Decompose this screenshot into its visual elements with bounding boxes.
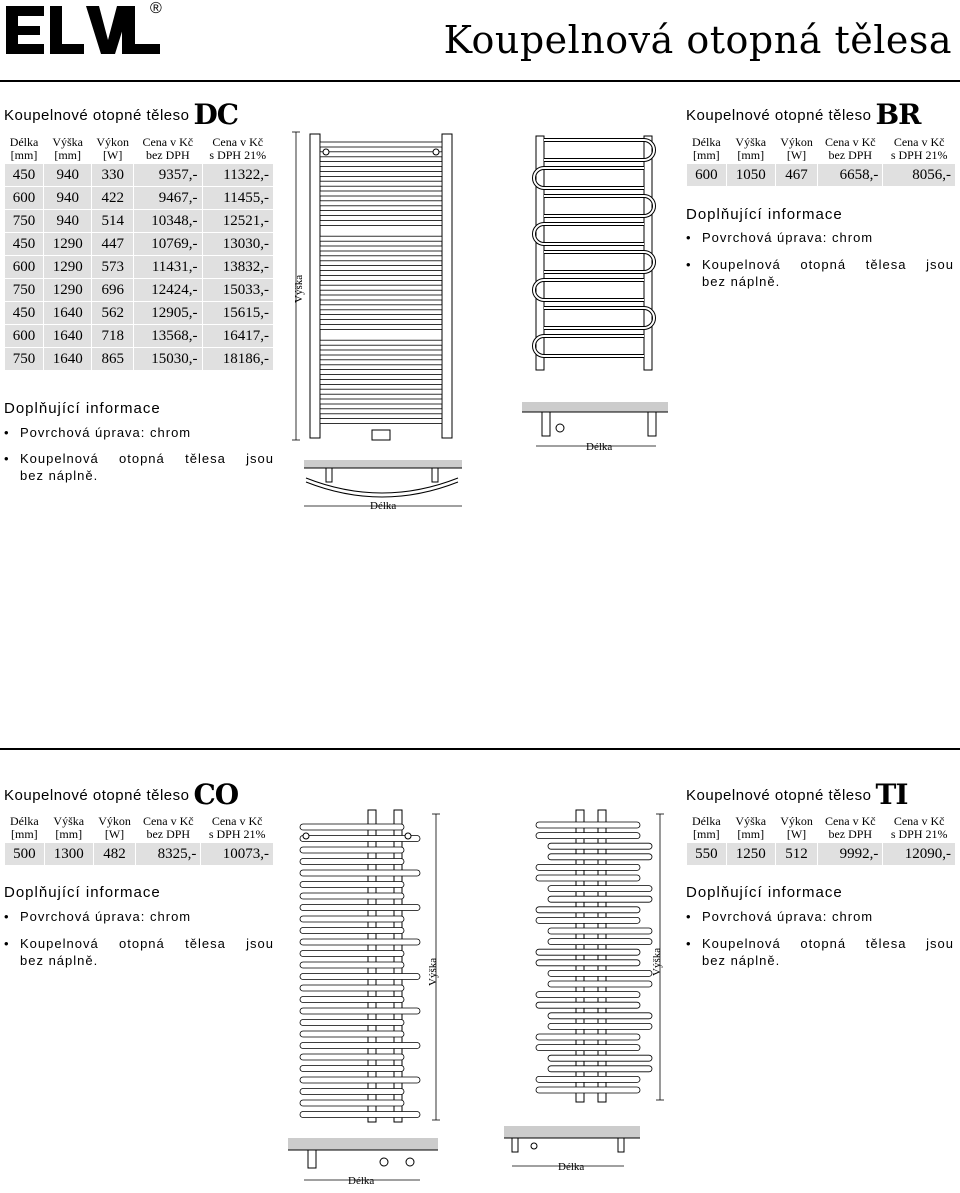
- table-cell-price-net: 10769,-: [134, 233, 202, 256]
- radiator-rail: [320, 295, 442, 300]
- radiator-bar: [300, 1031, 404, 1037]
- radiator-bar: [300, 1089, 404, 1095]
- table-row: [5, 843, 274, 866]
- radiator-rail: [320, 256, 442, 261]
- header-divider: [0, 80, 960, 82]
- table-cell-length: 750: [5, 279, 44, 302]
- ti-radiator-diagram: [500, 800, 680, 1180]
- table-cell-price-net: 12424,-: [134, 279, 202, 302]
- table-cell-power: 865: [92, 348, 134, 371]
- table-cell-price-net: 13568,-: [134, 325, 202, 348]
- section-br-code: BR: [875, 98, 921, 131]
- table-cell-price-net: 9467,-: [134, 187, 202, 210]
- radiator-bar: [536, 864, 640, 870]
- column-header-text: Výkon: [780, 814, 813, 828]
- radiator-bar: [536, 960, 640, 966]
- column-header-height: [726, 814, 775, 843]
- info-note-line1: Koupelnová otopná tělesa jsou: [702, 936, 954, 951]
- column-header-text: Cena v Kč: [212, 135, 264, 149]
- radiator-bar: [300, 985, 404, 991]
- radiator-bar: [548, 1023, 652, 1029]
- column-header-power: [93, 814, 135, 843]
- radiator-rail: [320, 211, 442, 216]
- table-header-row: [5, 814, 274, 843]
- table-cell-price-net: 9357,-: [134, 164, 202, 187]
- table-cell-length: 600: [5, 325, 44, 348]
- column-header-text: bez DPH: [146, 827, 191, 841]
- table-row: [5, 325, 274, 348]
- radiator-rail: [320, 409, 442, 414]
- radiator-bar: [300, 1077, 420, 1083]
- column-header-text: Cena v Kč: [893, 814, 945, 828]
- spec-table-co: [4, 813, 274, 866]
- column-header-price-vat: [883, 135, 956, 164]
- radiator-bar: [548, 854, 652, 860]
- column-header-price-vat: [201, 814, 274, 843]
- table-cell-price-net: 8325,-: [136, 843, 201, 866]
- info-title-ti: Doplňující informace: [686, 884, 843, 901]
- info-bullet-note-co: [4, 935, 274, 969]
- radiator-rail: [320, 419, 442, 424]
- section-ti-code: TI: [875, 778, 908, 811]
- radiator-bar: [548, 939, 652, 945]
- column-header-text: Výška: [735, 814, 767, 828]
- info-note-line2: bez náplně.: [20, 468, 99, 483]
- bullet-dot: •: [4, 909, 10, 924]
- column-header-text: s DPH 21%: [209, 148, 267, 162]
- table-cell-height: 940: [44, 187, 92, 210]
- radiator-rail: [320, 152, 442, 157]
- column-header-text: [mm]: [737, 148, 765, 162]
- height-label: Výška: [651, 947, 663, 976]
- table-cell-price-net: 15030,-: [134, 348, 202, 371]
- table-cell-price-vat: 15615,-: [202, 302, 273, 325]
- radiator-valve: [433, 149, 439, 155]
- radiator-bar: [536, 1045, 640, 1051]
- spec-table-ti: [686, 813, 956, 866]
- column-header-text: Délka: [10, 814, 39, 828]
- radiator-valve: [323, 149, 329, 155]
- bullet-dot: •: [686, 936, 692, 951]
- table-cell-price-net: 11431,-: [134, 256, 202, 279]
- column-header-height: [44, 814, 93, 843]
- column-header-text: [mm]: [693, 827, 720, 841]
- table-cell-length: 750: [5, 210, 44, 233]
- radiator-rail: [320, 142, 442, 147]
- radiator-bar: [300, 1112, 420, 1118]
- radiator-loop-inner: [534, 280, 644, 300]
- radiator-rail: [320, 266, 442, 271]
- length-label: Délka: [558, 1161, 585, 1173]
- radiator-bar: [300, 870, 420, 876]
- co-radiator-diagram: [286, 800, 456, 1190]
- table-header-row: [5, 135, 274, 164]
- info-bullet-surface-ti: [686, 908, 954, 925]
- radiator-bar: [548, 928, 652, 934]
- section-br-label: Koupelnové otopné těleso: [686, 107, 872, 124]
- table-row: [5, 164, 274, 187]
- table-header-row: [687, 814, 956, 843]
- height-label: Výška: [293, 274, 305, 303]
- table-cell-power: 696: [92, 279, 134, 302]
- column-header-price-vat: [883, 814, 956, 843]
- radiator-loop-inner: [534, 168, 644, 188]
- spec-table-br: [686, 134, 956, 187]
- table-row: [5, 302, 274, 325]
- column-header-text: Výška: [735, 135, 767, 149]
- column-header-text: s DPH 21%: [890, 827, 948, 841]
- table-row: [5, 210, 274, 233]
- info-bullet-surface-br: [686, 229, 954, 246]
- table-header-row: [687, 135, 956, 164]
- radiator-bar: [300, 824, 404, 830]
- radiator-bar: [548, 843, 652, 849]
- radiator-bar: [300, 951, 404, 957]
- section-co-code: CO: [193, 778, 239, 811]
- radiator-bar: [536, 907, 640, 913]
- table-cell-price-vat: 16417,-: [202, 325, 273, 348]
- radiator-bar: [548, 970, 652, 976]
- column-header-text: [mm]: [11, 827, 38, 841]
- section-dc-label: Koupelnové otopné těleso: [4, 107, 190, 124]
- radiator-bar: [548, 1055, 652, 1061]
- table-cell-price-vat: 11322,-: [202, 164, 273, 187]
- column-header-height: [726, 135, 775, 164]
- table-cell-power: 447: [92, 233, 134, 256]
- table-cell-price-vat: 13030,-: [202, 233, 273, 256]
- table-row: [5, 233, 274, 256]
- table-cell-length: 600: [687, 164, 727, 187]
- radiator-rail: [320, 324, 442, 329]
- column-header-text: s DPH 21%: [890, 148, 948, 162]
- column-header-text: [mm]: [55, 827, 83, 841]
- column-header-text: Cena v Kč: [142, 814, 194, 828]
- radiator-bar: [536, 992, 640, 998]
- info-surface-text: Povrchová úprava: chrom: [702, 909, 874, 924]
- radiator-bar: [536, 1076, 640, 1082]
- column-header-text: bez DPH: [828, 827, 873, 841]
- table-row: [5, 348, 274, 371]
- radiator-bar: [536, 917, 640, 923]
- length-label: Délka: [370, 500, 397, 512]
- radiator-bar: [300, 1008, 420, 1014]
- radiator-rail: [320, 236, 442, 241]
- column-header-price-vat: [202, 135, 273, 164]
- column-header-text: Délka: [692, 814, 721, 828]
- radiator-bar: [536, 875, 640, 881]
- info-surface-text: Povrchová úprava: chrom: [20, 425, 192, 440]
- section-dc-code: DC: [193, 98, 239, 131]
- elvl-logo-mark: [4, 2, 164, 58]
- table-cell-length: 600: [5, 256, 44, 279]
- radiator-bar: [300, 974, 420, 980]
- radiator-bar: [536, 949, 640, 955]
- table-cell-power: 330: [92, 164, 134, 187]
- table-cell-power: 562: [92, 302, 134, 325]
- column-header-text: [mm]: [737, 827, 765, 841]
- radiator-rail: [320, 315, 442, 320]
- info-bullet-surface-co: [4, 908, 274, 925]
- table-cell-price-net: 6658,-: [818, 164, 883, 187]
- radiator-bar: [300, 905, 420, 911]
- info-note-line1: Koupelnová otopná tělesa jsou: [20, 936, 274, 951]
- column-header-length: [687, 135, 727, 164]
- info-note-line2: bez náplně.: [20, 953, 99, 968]
- table-cell-height: 940: [44, 164, 92, 187]
- info-note-line1: Koupelnová otopná tělesa jsou: [702, 257, 954, 272]
- column-header-text: bez DPH: [828, 148, 873, 162]
- info-note-line2: bez náplně.: [702, 274, 781, 289]
- table-cell-price-vat: 18186,-: [202, 348, 273, 371]
- column-header-text: Cena v Kč: [824, 814, 876, 828]
- length-label: Délka: [586, 441, 613, 453]
- radiator-rail: [320, 370, 442, 375]
- info-bullet-note-br: [686, 256, 954, 290]
- dc-radiator-diagram: [286, 128, 466, 518]
- radiator-bar: [300, 836, 420, 842]
- info-note-line2: bez náplně.: [702, 953, 781, 968]
- radiator-bar: [300, 859, 404, 865]
- radiator-rail: [320, 171, 442, 176]
- table-cell-power: 422: [92, 187, 134, 210]
- column-header-power: [775, 135, 817, 164]
- table-cell-length: 450: [5, 164, 44, 187]
- radiator-rail: [320, 379, 442, 384]
- column-header-text: [W]: [103, 148, 123, 162]
- section-br-title: [686, 98, 920, 131]
- table-cell-price-vat: 15033,-: [202, 279, 273, 302]
- radiator-bar: [300, 1054, 404, 1060]
- registered-mark: ®: [150, 0, 162, 17]
- column-header-text: [mm]: [693, 148, 720, 162]
- radiator-bar: [300, 893, 404, 899]
- column-header-power: [775, 814, 817, 843]
- radiator-bar: [300, 882, 404, 888]
- radiator-bar: [536, 1002, 640, 1008]
- column-header-length: [5, 135, 44, 164]
- table-row: [5, 187, 274, 210]
- column-header-height: [44, 135, 92, 164]
- radiator-rail: [320, 275, 442, 280]
- radiator-loop: [544, 196, 654, 216]
- column-header-text: Délka: [692, 135, 721, 149]
- column-header-length: [687, 814, 727, 843]
- bullet-dot: •: [4, 936, 10, 951]
- table-cell-power: 482: [93, 843, 135, 866]
- radiator-bar: [300, 847, 404, 853]
- section-dc-title: [4, 98, 238, 131]
- spec-table-dc: [4, 134, 274, 371]
- table-cell-height: 1640: [44, 302, 92, 325]
- radiator-loop-inner: [534, 224, 644, 244]
- page-title: Koupelnová otopná tělesa: [443, 18, 952, 62]
- bullet-dot: •: [686, 909, 692, 924]
- radiator-loop: [534, 168, 644, 188]
- table-cell-price-vat: 10073,-: [201, 843, 274, 866]
- radiator-rail: [320, 340, 442, 345]
- table-cell-length: 450: [5, 233, 44, 256]
- table-cell-height: 1290: [44, 279, 92, 302]
- table-cell-length: 600: [5, 187, 44, 210]
- radiator-loop-inner: [544, 140, 654, 160]
- radiator-rail: [320, 360, 442, 365]
- radiator-loop: [534, 280, 644, 300]
- column-header-text: Výkon: [96, 135, 130, 149]
- radiator-loop: [534, 224, 644, 244]
- radiator-bar: [300, 962, 404, 968]
- radiator-bar: [548, 896, 652, 902]
- table-cell-height: 1640: [44, 348, 92, 371]
- table-cell-length: 500: [5, 843, 45, 866]
- radiator-rail: [320, 181, 442, 186]
- info-bullet-note-ti: [686, 935, 954, 969]
- radiator-loop: [544, 252, 654, 272]
- radiator-rail: [320, 246, 442, 251]
- radiator-rail: [320, 305, 442, 310]
- column-header-price-net: [818, 135, 883, 164]
- bullet-dot: •: [686, 257, 692, 272]
- radiator-bar: [536, 822, 640, 828]
- radiator-loop: [544, 140, 654, 160]
- radiator-bar: [300, 916, 404, 922]
- column-header-price-net: [134, 135, 202, 164]
- radiator-bar: [536, 833, 640, 839]
- radiator-loop-inner: [544, 252, 654, 272]
- column-header-text: Cena v Kč: [211, 814, 263, 828]
- radiator-bar: [300, 928, 404, 934]
- section-ti-label: Koupelnové otopné těleso: [686, 787, 872, 804]
- bullet-dot: •: [4, 425, 10, 440]
- table-cell-power: 718: [92, 325, 134, 348]
- table-cell-height: 1290: [44, 256, 92, 279]
- table-cell-height: 940: [44, 210, 92, 233]
- radiator-rail: [320, 201, 442, 206]
- column-header-text: Výška: [52, 135, 84, 149]
- info-title-br: Doplňující informace: [686, 206, 843, 223]
- table-cell-price-net: 9992,-: [818, 843, 883, 866]
- radiator-bar: [300, 1043, 420, 1049]
- column-header-length: [5, 814, 45, 843]
- info-bullet-note-dc: [4, 450, 274, 484]
- radiator-loop-inner: [544, 308, 654, 328]
- table-cell-price-net: 10348,-: [134, 210, 202, 233]
- radiator-bar: [548, 1013, 652, 1019]
- info-surface-text: Povrchová úprava: chrom: [702, 230, 874, 245]
- table-row: [5, 279, 274, 302]
- info-surface-text: Povrchová úprava: chrom: [20, 909, 192, 924]
- height-label: Výška: [427, 957, 439, 986]
- column-header-text: Výkon: [780, 135, 813, 149]
- table-cell-length: 450: [5, 302, 44, 325]
- radiator-bar: [300, 1100, 404, 1106]
- radiator-bar: [548, 981, 652, 987]
- table-cell-height: 1050: [726, 164, 775, 187]
- table-cell-price-vat: 11455,-: [202, 187, 273, 210]
- radiator-loop: [534, 336, 644, 356]
- table-row: [687, 843, 956, 866]
- table-cell-height: 1250: [726, 843, 775, 866]
- column-header-text: [W]: [786, 148, 807, 162]
- radiator-rail: [320, 350, 442, 355]
- table-cell-price-vat: 12090,-: [883, 843, 956, 866]
- column-header-price-net: [136, 814, 201, 843]
- column-header-text: [mm]: [54, 148, 82, 162]
- radiator-bar: [300, 1020, 404, 1026]
- section-co-title: [4, 778, 238, 811]
- column-header-text: Cena v Kč: [893, 135, 945, 149]
- table-cell-power: 573: [92, 256, 134, 279]
- radiator-bar: [536, 1034, 640, 1040]
- table-cell-price-net: 12905,-: [134, 302, 202, 325]
- radiator-bar: [548, 1066, 652, 1072]
- radiator-loop-inner: [534, 336, 644, 356]
- br-radiator-diagram: [520, 128, 670, 468]
- radiator-bar: [536, 1087, 640, 1093]
- column-header-text: [W]: [104, 827, 125, 841]
- column-header-power: [92, 135, 134, 164]
- column-header-text: s DPH 21%: [208, 827, 266, 841]
- radiator-bar: [300, 939, 420, 945]
- radiator-loop: [544, 308, 654, 328]
- table-row: [687, 164, 956, 187]
- info-note-line1: Koupelnová otopná tělesa jsou: [20, 451, 274, 466]
- table-cell-height: 1290: [44, 233, 92, 256]
- table-cell-price-vat: 12521,-: [202, 210, 273, 233]
- radiator-rail: [320, 285, 442, 290]
- radiator-rail: [320, 399, 442, 404]
- section-divider: [0, 748, 960, 750]
- info-title-co: Doplňující informace: [4, 884, 161, 901]
- info-bullet-surface-dc: [4, 424, 274, 441]
- table-cell-length: 550: [687, 843, 727, 866]
- table-cell-length: 750: [5, 348, 44, 371]
- radiator-rail: [320, 389, 442, 394]
- section-co-label: Koupelnové otopné těleso: [4, 787, 190, 804]
- length-label: Délka: [348, 1175, 375, 1187]
- table-row: [5, 256, 274, 279]
- column-header-text: Délka: [9, 135, 39, 149]
- radiator-rail: [320, 162, 442, 167]
- column-header-text: Výška: [53, 814, 85, 828]
- bullet-dot: •: [4, 451, 10, 466]
- column-header-price-net: [818, 814, 883, 843]
- table-cell-power: 514: [92, 210, 134, 233]
- column-header-text: [mm]: [10, 148, 38, 162]
- table-cell-power: 467: [775, 164, 817, 187]
- section-ti-title: [686, 778, 907, 811]
- bullet-dot: •: [686, 230, 692, 245]
- radiator-rail: [320, 220, 442, 225]
- radiator-bar: [300, 1066, 404, 1072]
- column-header-text: Cena v Kč: [142, 135, 194, 149]
- column-header-text: Cena v Kč: [824, 135, 876, 149]
- table-cell-height: 1640: [44, 325, 92, 348]
- column-header-text: [W]: [786, 827, 807, 841]
- radiator-bar: [548, 886, 652, 892]
- column-header-text: bez DPH: [145, 148, 190, 162]
- radiator-loop-inner: [544, 196, 654, 216]
- column-header-text: Výkon: [98, 814, 131, 828]
- table-cell-power: 512: [775, 843, 817, 866]
- radiator-rail: [320, 191, 442, 196]
- table-cell-price-vat: 13832,-: [202, 256, 273, 279]
- table-cell-height: 1300: [44, 843, 93, 866]
- info-title-dc: Doplňující informace: [4, 400, 161, 417]
- table-cell-price-vat: 8056,-: [883, 164, 956, 187]
- radiator-bar: [300, 997, 404, 1003]
